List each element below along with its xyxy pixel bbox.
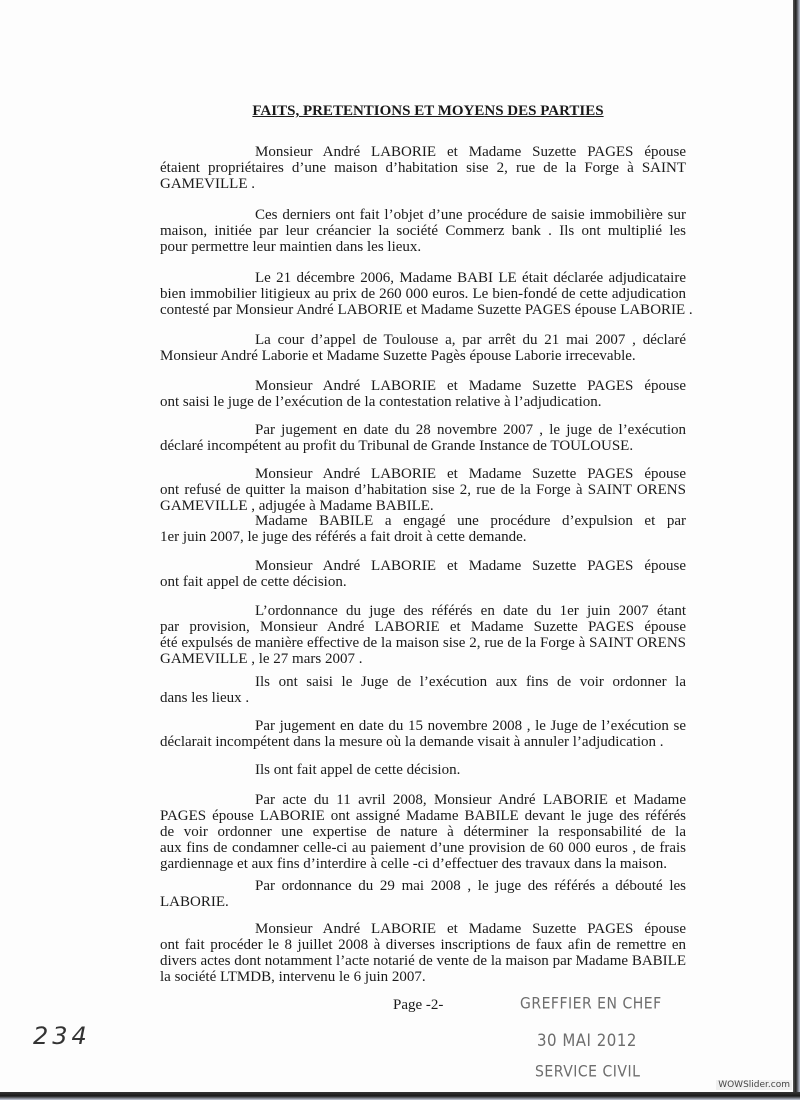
paragraph-16-line: Monsieur André LABORIE et Madame Suzette PAGES épouse: [255, 921, 686, 937]
paragraph-1-line: Monsieur André LABORIE et Madame Suzette PAGES épouse: [255, 144, 686, 160]
paragraph-12-line: déclarait incompétent dans la mesure où la demande visait à annuler l’adjudication .: [160, 734, 664, 750]
paragraph-10-line: GAMEVILLE , le 27 mars 2007 .: [160, 651, 363, 667]
handwritten-number: 234: [33, 1022, 91, 1050]
paragraph-12-line: Par jugement en date du 15 novembre 2008 , le Juge de l’exécution se: [255, 718, 686, 734]
paragraph-14-line: de voir ordonner une expertise de nature à déterminer la responsabilité de la: [160, 824, 686, 840]
paragraph-10-line: L’ordonnance du juge des référés en date du 1er juin 2007 étant: [255, 603, 686, 619]
paragraph-14-line: PAGES épouse LABORIE ont assigné Madame BABILE devant le juge des référés: [160, 808, 686, 824]
paragraph-13-line: Ils ont fait appel de cette décision.: [255, 762, 461, 778]
paragraph-6-line: déclaré incompétent au profit du Tribunal de Grande Instance de TOULOUSE.: [160, 438, 634, 454]
paragraph-11-line: dans les lieux .: [160, 690, 250, 706]
stamp-service: SERVICE CIVIL: [535, 1062, 641, 1082]
paragraph-1-line: GAMEVILLE .: [160, 176, 255, 192]
paragraph-10-line: par provision, Monsieur André LABORIE et Madame Suzette PAGES épouse: [160, 619, 686, 635]
page-number: Page -2-: [393, 997, 444, 1013]
paragraph-3-line: Le 21 décembre 2006, Madame BABI LE était déclarée adjudicataire: [255, 270, 686, 286]
paragraph-2-line: Ces derniers ont fait l’objet d’une procédure de saisie immobilière sur: [255, 207, 686, 223]
paragraph-7-line: Monsieur André LABORIE et Madame Suzette PAGES épouse: [255, 466, 686, 482]
section-title: FAITS, PRETENTIONS ET MOYENS DES PARTIES: [252, 103, 604, 119]
paragraph-7-line: GAMEVILLE , adjugée à Madame BABILE.: [160, 498, 434, 514]
stamp-greffier: GREFFIER EN CHEF: [520, 994, 662, 1014]
paragraph-5-line: ont saisi le juge de l’exécution de la contestation relative à l’adjudication.: [160, 394, 602, 410]
paragraph-15-line: Par ordonnance du 29 mai 2008 , le juge des référés a débouté les: [255, 878, 686, 894]
stamp-date: 30 MAI 2012: [537, 1029, 637, 1051]
paragraph-1-line: étaient propriétaires d’une maison d’habitation sise 2, rue de la Forge à SAINT: [160, 160, 686, 176]
paragraph-16-line: divers actes dont notamment l’acte notarié de vente de la maison par Madame BABILE: [160, 953, 686, 969]
scan-border-right: [793, 0, 800, 1100]
paragraph-9-line: ont fait appel de cette décision.: [160, 574, 347, 590]
scan-border-bottom: [0, 1092, 800, 1100]
paragraph-8-line: 1er juin 2007, le juge des référés a fait droit à cette demande.: [160, 529, 527, 545]
paragraph-3-line: contesté par Monsieur André LABORIE et Madame Suzette PAGES épouse LABORIE .: [160, 302, 693, 318]
paragraph-14-line: aux fins de condamner celle-ci au paiement d’une provision de 60 000 euros , de frais: [160, 840, 686, 856]
paragraph-14-line: Par acte du 11 avril 2008, Monsieur André LABORIE et Madame: [255, 792, 686, 808]
paragraph-3-line: bien immobilier litigieux au prix de 260 000 euros. Le bien-fondé de cette adjudication: [160, 286, 686, 302]
paragraph-6-line: Par jugement en date du 28 novembre 2007 , le juge de l’exécution: [255, 422, 686, 438]
paragraph-14-line: gardiennage et aux fins d’interdire à celle -ci d’effectuer des travaux dans la maison.: [160, 856, 667, 872]
paragraph-11-line: Ils ont saisi le Juge de l’exécution aux fins de voir ordonner la: [255, 674, 686, 690]
paragraph-4-line: La cour d’appel de Toulouse a, par arrêt du 21 mai 2007 , déclaré: [255, 332, 686, 348]
paragraph-2-line: pour permettre leur maintien dans les lieux.: [160, 239, 422, 255]
watermark: WOWSlider.com: [718, 1080, 790, 1090]
paragraph-9-line: Monsieur André LABORIE et Madame Suzette PAGES épouse: [255, 558, 686, 574]
paragraph-10-line: été expulsés de manière effective de la maison sise 2, rue de la Forge à SAINT ORENS: [160, 635, 686, 651]
paragraph-8-line: Madame BABILE a engagé une procédure d’expulsion et par: [255, 513, 686, 529]
paragraph-15-line: LABORIE.: [160, 894, 229, 910]
paragraph-5-line: Monsieur André LABORIE et Madame Suzette PAGES épouse: [255, 378, 686, 394]
paragraph-4-line: Monsieur André Laborie et Madame Suzette Pagès épouse Laborie irrecevable.: [160, 348, 636, 364]
paragraph-2-line: maison, initiée par leur créancier la société Commerz bank . Ils ont multiplié les: [160, 223, 686, 239]
paragraph-16-line: ont fait procéder le 8 juillet 2008 à diverses inscriptions de faux afin de remettre en: [160, 937, 686, 953]
paragraph-7-line: ont refusé de quitter la maison d’habitation sise 2, rue de la Forge à SAINT ORENS: [160, 482, 686, 498]
paragraph-16-line: la société LTMDB, intervenu le 6 juin 2007.: [160, 969, 426, 985]
